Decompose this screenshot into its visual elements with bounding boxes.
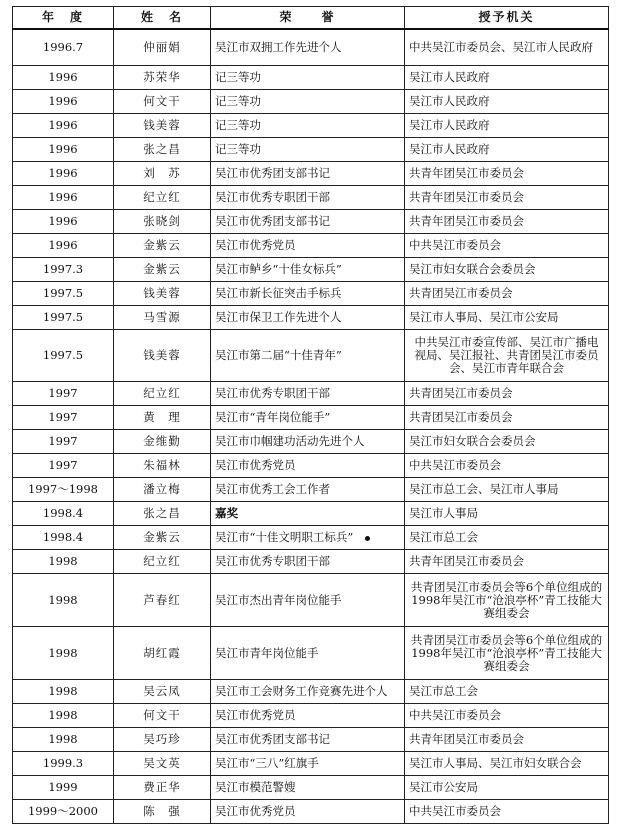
cell-honor: 记三等功 bbox=[211, 90, 405, 114]
cell-honor: 吴江市工会财务工作竞赛先进个人 bbox=[211, 680, 405, 704]
cell-year: 1999～2000 bbox=[13, 800, 114, 824]
header-name: 姓 名 bbox=[114, 7, 211, 29]
cell-name: 纪立红 bbox=[114, 550, 211, 574]
header-honor: 荣 誉 bbox=[211, 7, 405, 29]
cell-name: 张之昌 bbox=[114, 502, 211, 526]
cell-honor: 吴江市优秀专职团干部 bbox=[211, 382, 405, 406]
cell-name: 仲丽娟 bbox=[114, 29, 211, 66]
cell-honor: 吴江市优秀团支部书记 bbox=[211, 162, 405, 186]
cell-name: 马雪源 bbox=[114, 306, 211, 330]
cell-name: 陈 强 bbox=[114, 800, 211, 824]
cell-org: 共青团吴江市委员会等6个单位组成的1998年吴江市“沧浪亭杯”青工技能大赛组委会 bbox=[405, 574, 609, 627]
cell-year: 1998.4 bbox=[13, 526, 114, 550]
cell-year: 1999.3 bbox=[13, 752, 114, 776]
cell-year: 1996 bbox=[13, 162, 114, 186]
table-row bbox=[13, 186, 609, 210]
cell-honor: 吴江市杰出青年岗位能手 bbox=[211, 574, 405, 627]
cell-honor: 吴江市优秀专职团干部 bbox=[211, 186, 405, 210]
cell-name: 钱美蓉 bbox=[114, 330, 211, 382]
cell-name: 潘立梅 bbox=[114, 478, 211, 502]
cell-name: 钱美蓉 bbox=[114, 282, 211, 306]
cell-year: 1998 bbox=[13, 704, 114, 728]
cell-honor: 吴江市优秀党员 bbox=[211, 234, 405, 258]
cell-honor: 吴江市新长征突击手标兵 bbox=[211, 282, 405, 306]
cell-honor: 吴江市保卫工作先进个人 bbox=[211, 306, 405, 330]
table-row bbox=[13, 454, 609, 478]
table-row bbox=[13, 627, 609, 680]
cell-year: 1999 bbox=[13, 776, 114, 800]
cell-honor: 嘉奖 bbox=[211, 502, 405, 526]
cell-org: 共青团吴江市委员会等6个单位组成的1998年吴江市“沧浪亭杯”青工技能大赛组委会 bbox=[405, 627, 609, 680]
cell-honor: 记三等功 bbox=[211, 66, 405, 90]
cell-org: 共青年团吴江市委员会 bbox=[405, 550, 609, 574]
cell-year: 1996 bbox=[13, 66, 114, 90]
table-row bbox=[13, 29, 609, 66]
cell-year: 1996 bbox=[13, 210, 114, 234]
table-row bbox=[13, 234, 609, 258]
cell-year: 1997.5 bbox=[13, 282, 114, 306]
cell-name: 刘 苏 bbox=[114, 162, 211, 186]
cell-org: 共青团吴江市委员会 bbox=[405, 406, 609, 430]
cell-org: 中共吴江市委员会 bbox=[405, 704, 609, 728]
table-row bbox=[13, 704, 609, 728]
cell-org: 吴江市人民政府 bbox=[405, 138, 609, 162]
cell-year: 1997.3 bbox=[13, 258, 114, 282]
table-row bbox=[13, 406, 609, 430]
cell-honor: 吴江市优秀党员 bbox=[211, 704, 405, 728]
cell-org: 吴江市人事局、吴江市妇女联合会 bbox=[405, 752, 609, 776]
cell-org: 吴江市人民政府 bbox=[405, 114, 609, 138]
table-row bbox=[13, 800, 609, 824]
table-row bbox=[13, 162, 609, 186]
cell-year: 1998 bbox=[13, 627, 114, 680]
cell-honor: 吴江市巾帼建功活动先进个人 bbox=[211, 430, 405, 454]
cell-name: 吴文英 bbox=[114, 752, 211, 776]
cell-year: 1998 bbox=[13, 550, 114, 574]
header-org: 授予机关 bbox=[405, 7, 609, 29]
cell-year: 1996 bbox=[13, 186, 114, 210]
cell-org: 吴江市总工会、吴江市人事局 bbox=[405, 478, 609, 502]
cell-year: 1998 bbox=[13, 680, 114, 704]
cell-name: 张晓剑 bbox=[114, 210, 211, 234]
table-row bbox=[13, 502, 609, 526]
cell-org: 共青年团吴江市委员会 bbox=[405, 210, 609, 234]
cell-org: 中共吴江市委员会 bbox=[405, 234, 609, 258]
cell-name: 何文干 bbox=[114, 90, 211, 114]
cell-org: 共青团吴江市委员会 bbox=[405, 282, 609, 306]
cell-year: 1996.7 bbox=[13, 29, 114, 66]
cell-name: 金紫云 bbox=[114, 526, 211, 550]
cell-year: 1998.4 bbox=[13, 502, 114, 526]
cell-name: 金紫云 bbox=[114, 234, 211, 258]
cell-org: 吴江市人事局 bbox=[405, 502, 609, 526]
cell-honor: 吴江市鲈乡“十佳女标兵” bbox=[211, 258, 405, 282]
cell-year: 1998 bbox=[13, 728, 114, 752]
cell-name: 金维勤 bbox=[114, 430, 211, 454]
table-row bbox=[13, 550, 609, 574]
table-row bbox=[13, 574, 609, 627]
cell-name: 何文干 bbox=[114, 704, 211, 728]
cell-honor: 吴江市“十佳文明职工标兵” bbox=[211, 526, 405, 550]
table-row bbox=[13, 114, 609, 138]
table-row bbox=[13, 382, 609, 406]
cell-year: 1997 bbox=[13, 382, 114, 406]
cell-honor: 吴江市优秀党员 bbox=[211, 800, 405, 824]
cell-org: 中共吴江市委员会 bbox=[405, 454, 609, 478]
print-dot-mark bbox=[365, 536, 370, 541]
cell-honor: 记三等功 bbox=[211, 114, 405, 138]
table-row bbox=[13, 526, 609, 550]
cell-honor: 吴江市第二届“十佳青年” bbox=[211, 330, 405, 382]
cell-name: 芦春红 bbox=[114, 574, 211, 627]
table-row bbox=[13, 90, 609, 114]
cell-name: 钱美蓉 bbox=[114, 114, 211, 138]
cell-name: 苏荣华 bbox=[114, 66, 211, 90]
cell-name: 费正华 bbox=[114, 776, 211, 800]
cell-honor: 吴江市“青年岗位能手” bbox=[211, 406, 405, 430]
cell-org: 共青年团吴江市委员会 bbox=[405, 728, 609, 752]
cell-name: 胡红霞 bbox=[114, 627, 211, 680]
table-row bbox=[13, 66, 609, 90]
cell-year: 1996 bbox=[13, 234, 114, 258]
cell-year: 1996 bbox=[13, 138, 114, 162]
cell-year: 1997.5 bbox=[13, 306, 114, 330]
cell-org: 吴江市妇女联合会委员会 bbox=[405, 258, 609, 282]
cell-year: 1997 bbox=[13, 430, 114, 454]
cell-name: 纪立红 bbox=[114, 382, 211, 406]
cell-org: 共青年团吴江市委员会 bbox=[405, 186, 609, 210]
cell-year: 1998 bbox=[13, 574, 114, 627]
table-row bbox=[13, 282, 609, 306]
cell-year: 1997 bbox=[13, 454, 114, 478]
table-header-row bbox=[13, 7, 609, 29]
table-row bbox=[13, 258, 609, 282]
cell-honor: 吴江市优秀党员 bbox=[211, 454, 405, 478]
table-row bbox=[13, 138, 609, 162]
cell-org: 中共吴江市委员会、吴江市人民政府 bbox=[405, 29, 609, 66]
cell-honor: 吴江市双拥工作先进个人 bbox=[211, 29, 405, 66]
cell-org: 共青团吴江市委员会 bbox=[405, 382, 609, 406]
cell-org: 吴江市总工会 bbox=[405, 680, 609, 704]
cell-org: 吴江市公安局 bbox=[405, 776, 609, 800]
table-row bbox=[13, 728, 609, 752]
cell-name: 张之昌 bbox=[114, 138, 211, 162]
cell-org: 吴江市人民政府 bbox=[405, 90, 609, 114]
cell-name: 吴巧珍 bbox=[114, 728, 211, 752]
table-row bbox=[13, 306, 609, 330]
cell-name: 纪立红 bbox=[114, 186, 211, 210]
cell-org: 吴江市人民政府 bbox=[405, 66, 609, 90]
cell-honor: 吴江市优秀工会工作者 bbox=[211, 478, 405, 502]
cell-honor: 吴江市“三八”红旗手 bbox=[211, 752, 405, 776]
cell-org: 中共吴江市委宣传部、吴江市广播电视局、吴江报社、共青团吴江市委员会、吴江市青年联合会 bbox=[405, 330, 609, 382]
cell-honor: 吴江市优秀专职团干部 bbox=[211, 550, 405, 574]
table-row bbox=[13, 330, 609, 382]
cell-year: 1997～1998 bbox=[13, 478, 114, 502]
cell-org: 共青年团吴江市委员会 bbox=[405, 162, 609, 186]
cell-year: 1996 bbox=[13, 114, 114, 138]
table-row bbox=[13, 210, 609, 234]
table-row bbox=[13, 680, 609, 704]
cell-honor: 记三等功 bbox=[211, 138, 405, 162]
cell-honor: 吴江市青年岗位能手 bbox=[211, 627, 405, 680]
table-row bbox=[13, 776, 609, 800]
cell-org: 吴江市人事局、吴江市公安局 bbox=[405, 306, 609, 330]
cell-honor: 吴江市模范警嫂 bbox=[211, 776, 405, 800]
cell-name: 朱福林 bbox=[114, 454, 211, 478]
table-row bbox=[13, 478, 609, 502]
cell-year: 1996 bbox=[13, 90, 114, 114]
honors-table bbox=[12, 6, 609, 824]
cell-org: 吴江市妇女联合会委员会 bbox=[405, 430, 609, 454]
cell-name: 黄 理 bbox=[114, 406, 211, 430]
table-row bbox=[13, 752, 609, 776]
cell-name: 吴云凤 bbox=[114, 680, 211, 704]
cell-year: 1997.5 bbox=[13, 330, 114, 382]
cell-honor: 吴江市优秀团支部书记 bbox=[211, 210, 405, 234]
cell-honor: 吴江市优秀团支部书记 bbox=[211, 728, 405, 752]
cell-org: 中共吴江市委员会 bbox=[405, 800, 609, 824]
header-year: 年 度 bbox=[13, 7, 114, 29]
cell-year: 1997 bbox=[13, 406, 114, 430]
cell-org: 吴江市总工会 bbox=[405, 526, 609, 550]
cell-name: 金紫云 bbox=[114, 258, 211, 282]
table-row bbox=[13, 430, 609, 454]
